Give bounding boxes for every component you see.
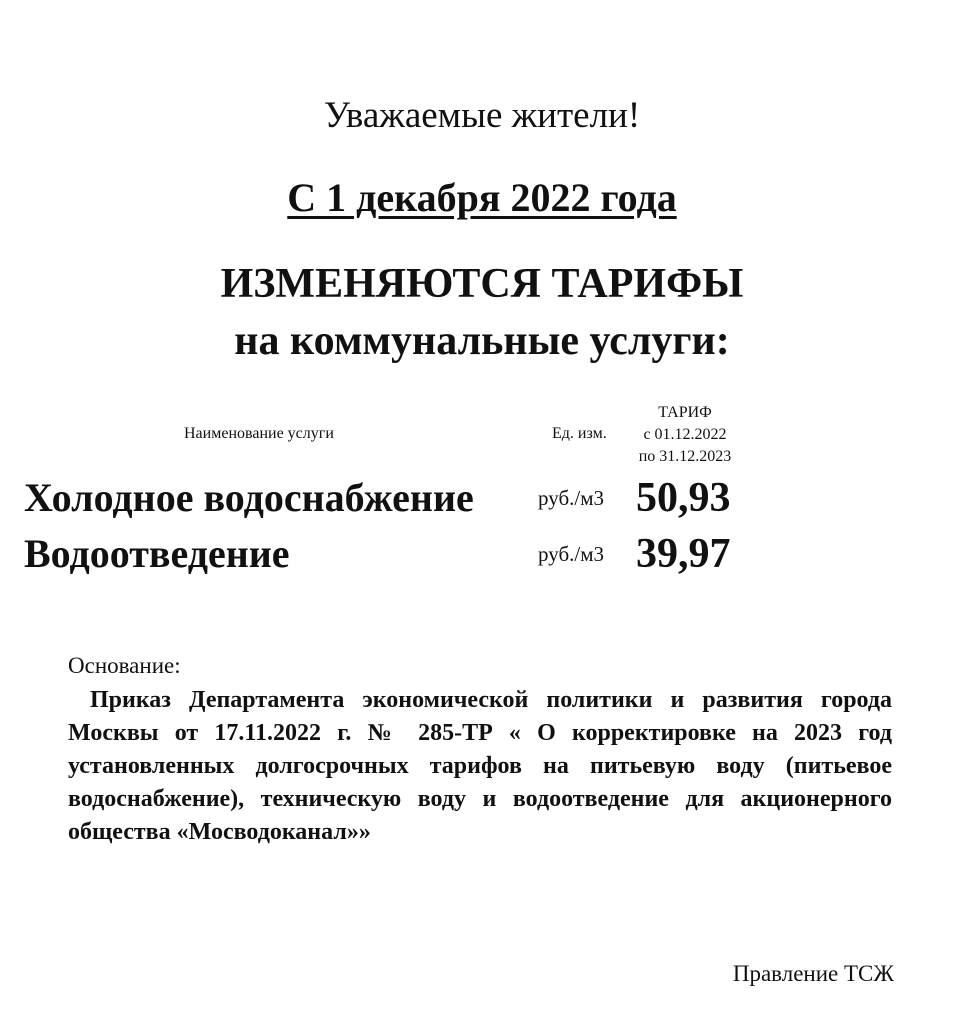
header-tariff (620, 402, 750, 468)
greeting: Уважаемые жители! (323, 95, 641, 136)
header-tariff-to: по 31.12.2023 (638, 448, 732, 465)
header-unit: Ед. изм. (552, 425, 607, 442)
services-heading: на коммунальные услуги: (234, 318, 730, 364)
basis-text: Приказ Департамента экономической политики и развития города Москвы от 17.11.2022 г. № 285-ТР « О корректировке на 2023 год установленных долгосрочных тарифов на питьевую воду (питьевое водоснабжение), техническую воду и водоотведение для акционерного общества «Мосводоканал»» (68, 687, 892, 845)
service-name: Холодное водоснабжение (24, 475, 474, 520)
signature: Правление ТСЖ (732, 961, 894, 986)
service-name: Водоотведение (24, 531, 290, 576)
change-heading: ИЗМЕНЯЮТСЯ ТАРИФЫ (220, 261, 744, 307)
basis-label: Основание: (68, 653, 181, 678)
service-price: 39,97 (636, 531, 731, 577)
service-unit: руб./м3 (538, 486, 605, 510)
header-tariff-from: с 01.12.2022 (643, 426, 727, 443)
service-unit: руб./м3 (538, 542, 605, 566)
header-tariff-title: ТАРИФ (658, 404, 712, 421)
header-service-name: Наименование услуги (184, 425, 334, 442)
date-heading-text: С 1 декабря 2022 года (287, 175, 677, 220)
service-price: 50,93 (636, 475, 731, 521)
date-heading (0, 172, 964, 224)
